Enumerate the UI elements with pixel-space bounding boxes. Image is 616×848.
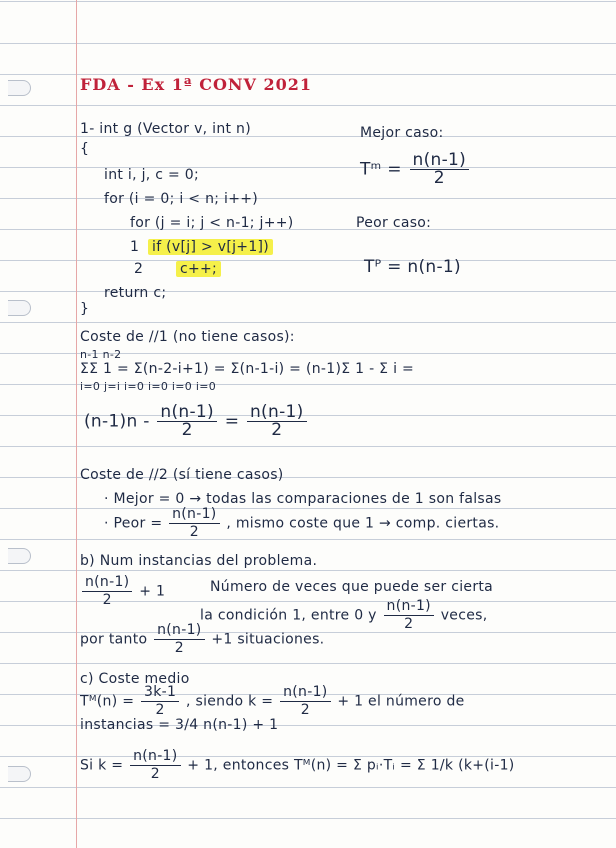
part-b-heading: b) Num instancias del problema. [80, 553, 318, 569]
part-b-line-3-suffix: +1 situaciones. [211, 631, 325, 648]
part-c-tail: + 1 el número de [337, 693, 465, 710]
part-b-line-2-suffix: veces, [440, 607, 488, 624]
increment-highlight: c++; [176, 261, 221, 277]
cost1-sum-expression: ΣΣ 1 = Σ(n-2-i+1) = Σ(n-1-i) = (n-1)Σ 1 - Σ i = [80, 361, 415, 377]
part-b-line-1: Número de veces que puede ser cierta [210, 579, 494, 595]
cost1-denominator-2: 2 [271, 420, 283, 440]
cost2-heading: Coste de //2 (sí tiene casos) [80, 467, 284, 483]
for-outer: for (i = 0; i < n; i++) [104, 191, 259, 207]
line-label-2: 2 [134, 261, 144, 277]
part-b-numerator: n(n-1) [82, 574, 132, 592]
cost2-worst-denominator: 2 [189, 524, 199, 540]
function-signature: 1- int g (Vector v, int n) [80, 121, 251, 137]
part-c-mid: , siendo k = [185, 693, 274, 710]
part-b-line-2-denominator: 2 [404, 616, 414, 632]
part-b-line-3-text: por tanto [80, 631, 148, 648]
cost1-numerator-2: n(n-1) [247, 404, 307, 422]
cost2-worst-numerator: n(n-1) [169, 506, 219, 524]
cost2-worst-suffix: , mismo coste que 1 → comp. ciertas. [226, 515, 500, 532]
close-brace: } [80, 301, 90, 317]
for-inner: for (j = i; j < n-1; j++) [130, 215, 294, 231]
worst-case-label: Peor caso: [356, 215, 432, 231]
part-b-line-3 [80, 622, 324, 657]
cost2-worst [104, 506, 499, 541]
cost1-numerator-1: n(n-1) [157, 404, 217, 422]
open-brace: { [80, 141, 90, 157]
best-case-lhs: Tᵐ = [360, 159, 402, 180]
if-statement [148, 238, 273, 256]
margin-line [76, 0, 77, 848]
part-b-line-2-numerator: n(n-1) [384, 598, 434, 616]
part-c-formula [80, 684, 465, 719]
part-c-line-3-text: Si k = [80, 757, 124, 774]
cost2-worst-fraction [169, 506, 219, 541]
cost1-sum-limits-top: n-1 n-2 [80, 348, 122, 361]
best-case-numerator: n(n-1) [410, 152, 470, 170]
part-c-denominator-2: 2 [300, 702, 310, 718]
part-b-line-2-fraction [384, 598, 434, 633]
cost1-fraction-1 [157, 404, 217, 439]
part-c-line-3 [80, 748, 515, 783]
cost1-heading: Coste de //1 (no tiene casos): [80, 329, 295, 345]
cost1-fraction-2 [247, 404, 307, 439]
part-c-heading: c) Coste medio [80, 671, 190, 687]
best-case-label: Mejor caso: [360, 125, 444, 141]
part-c-lhs: Tᴹ(n) = [80, 693, 135, 710]
cost2-best: · Mejor = 0 → todas las comparaciones de 1 son falsas [104, 491, 502, 507]
part-c-fraction-2 [280, 684, 330, 719]
cost1-result [84, 404, 309, 439]
part-c-numerator-1: 3k-1 [141, 684, 179, 702]
binder-hole [8, 548, 31, 564]
increment-statement [176, 260, 221, 278]
cost1-equals: = [224, 411, 240, 432]
part-c-denominator-1: 2 [155, 702, 165, 718]
page-title: FDA - Ex 1ª CONV 2021 [80, 75, 313, 94]
worst-case-formula: Tᴾ = n(n-1) [364, 257, 461, 277]
part-b-fraction [82, 574, 132, 609]
part-b-formula [80, 574, 165, 609]
part-c-line-3-numerator: n(n-1) [130, 748, 180, 766]
part-b-plus: + 1 [139, 583, 166, 600]
part-b-line-3-numerator: n(n-1) [154, 622, 204, 640]
best-case-denominator: 2 [433, 168, 445, 188]
part-b-line-3-denominator: 2 [174, 640, 184, 656]
part-b-denominator: 2 [102, 592, 112, 608]
line-label-1: 1 [130, 239, 140, 255]
best-case-formula [360, 152, 471, 187]
part-c-line-3-mid: + 1, entonces Tᴹ(n) = Σ pᵢ·Tᵢ = Σ [187, 757, 426, 774]
part-c-line-3-denominator: 2 [150, 766, 160, 782]
part-c-line-3-fraction [130, 748, 180, 783]
part-b-line-2-text: la condición 1, entre 0 y [200, 607, 377, 624]
best-case-fraction [410, 152, 470, 187]
cost1-denominator-1: 2 [181, 420, 193, 440]
cost1-result-lhs: (n-1)n - [84, 411, 150, 432]
variable-declaration: int i, j, c = 0; [104, 167, 200, 183]
cost1-sum-limits-bottom: i=0 j=i i=0 i=0 i=0 i=0 [80, 380, 217, 393]
part-c-line-3-tail: 1/k (k+(i-1) [430, 757, 515, 774]
part-c-numerator-2: n(n-1) [280, 684, 330, 702]
binder-hole [8, 80, 31, 96]
binder-hole [8, 766, 31, 782]
part-c-fraction-1 [141, 684, 179, 719]
cost2-worst-prefix: · Peor = [104, 515, 163, 532]
return-statement: return c; [104, 285, 167, 301]
part-c-line-2: instancias = 3/4 n(n-1) + 1 [80, 717, 279, 733]
binder-hole [8, 300, 31, 316]
if-highlight: if (v[j] > v[j+1]) [148, 239, 273, 255]
part-b-line-3-fraction [154, 622, 204, 657]
